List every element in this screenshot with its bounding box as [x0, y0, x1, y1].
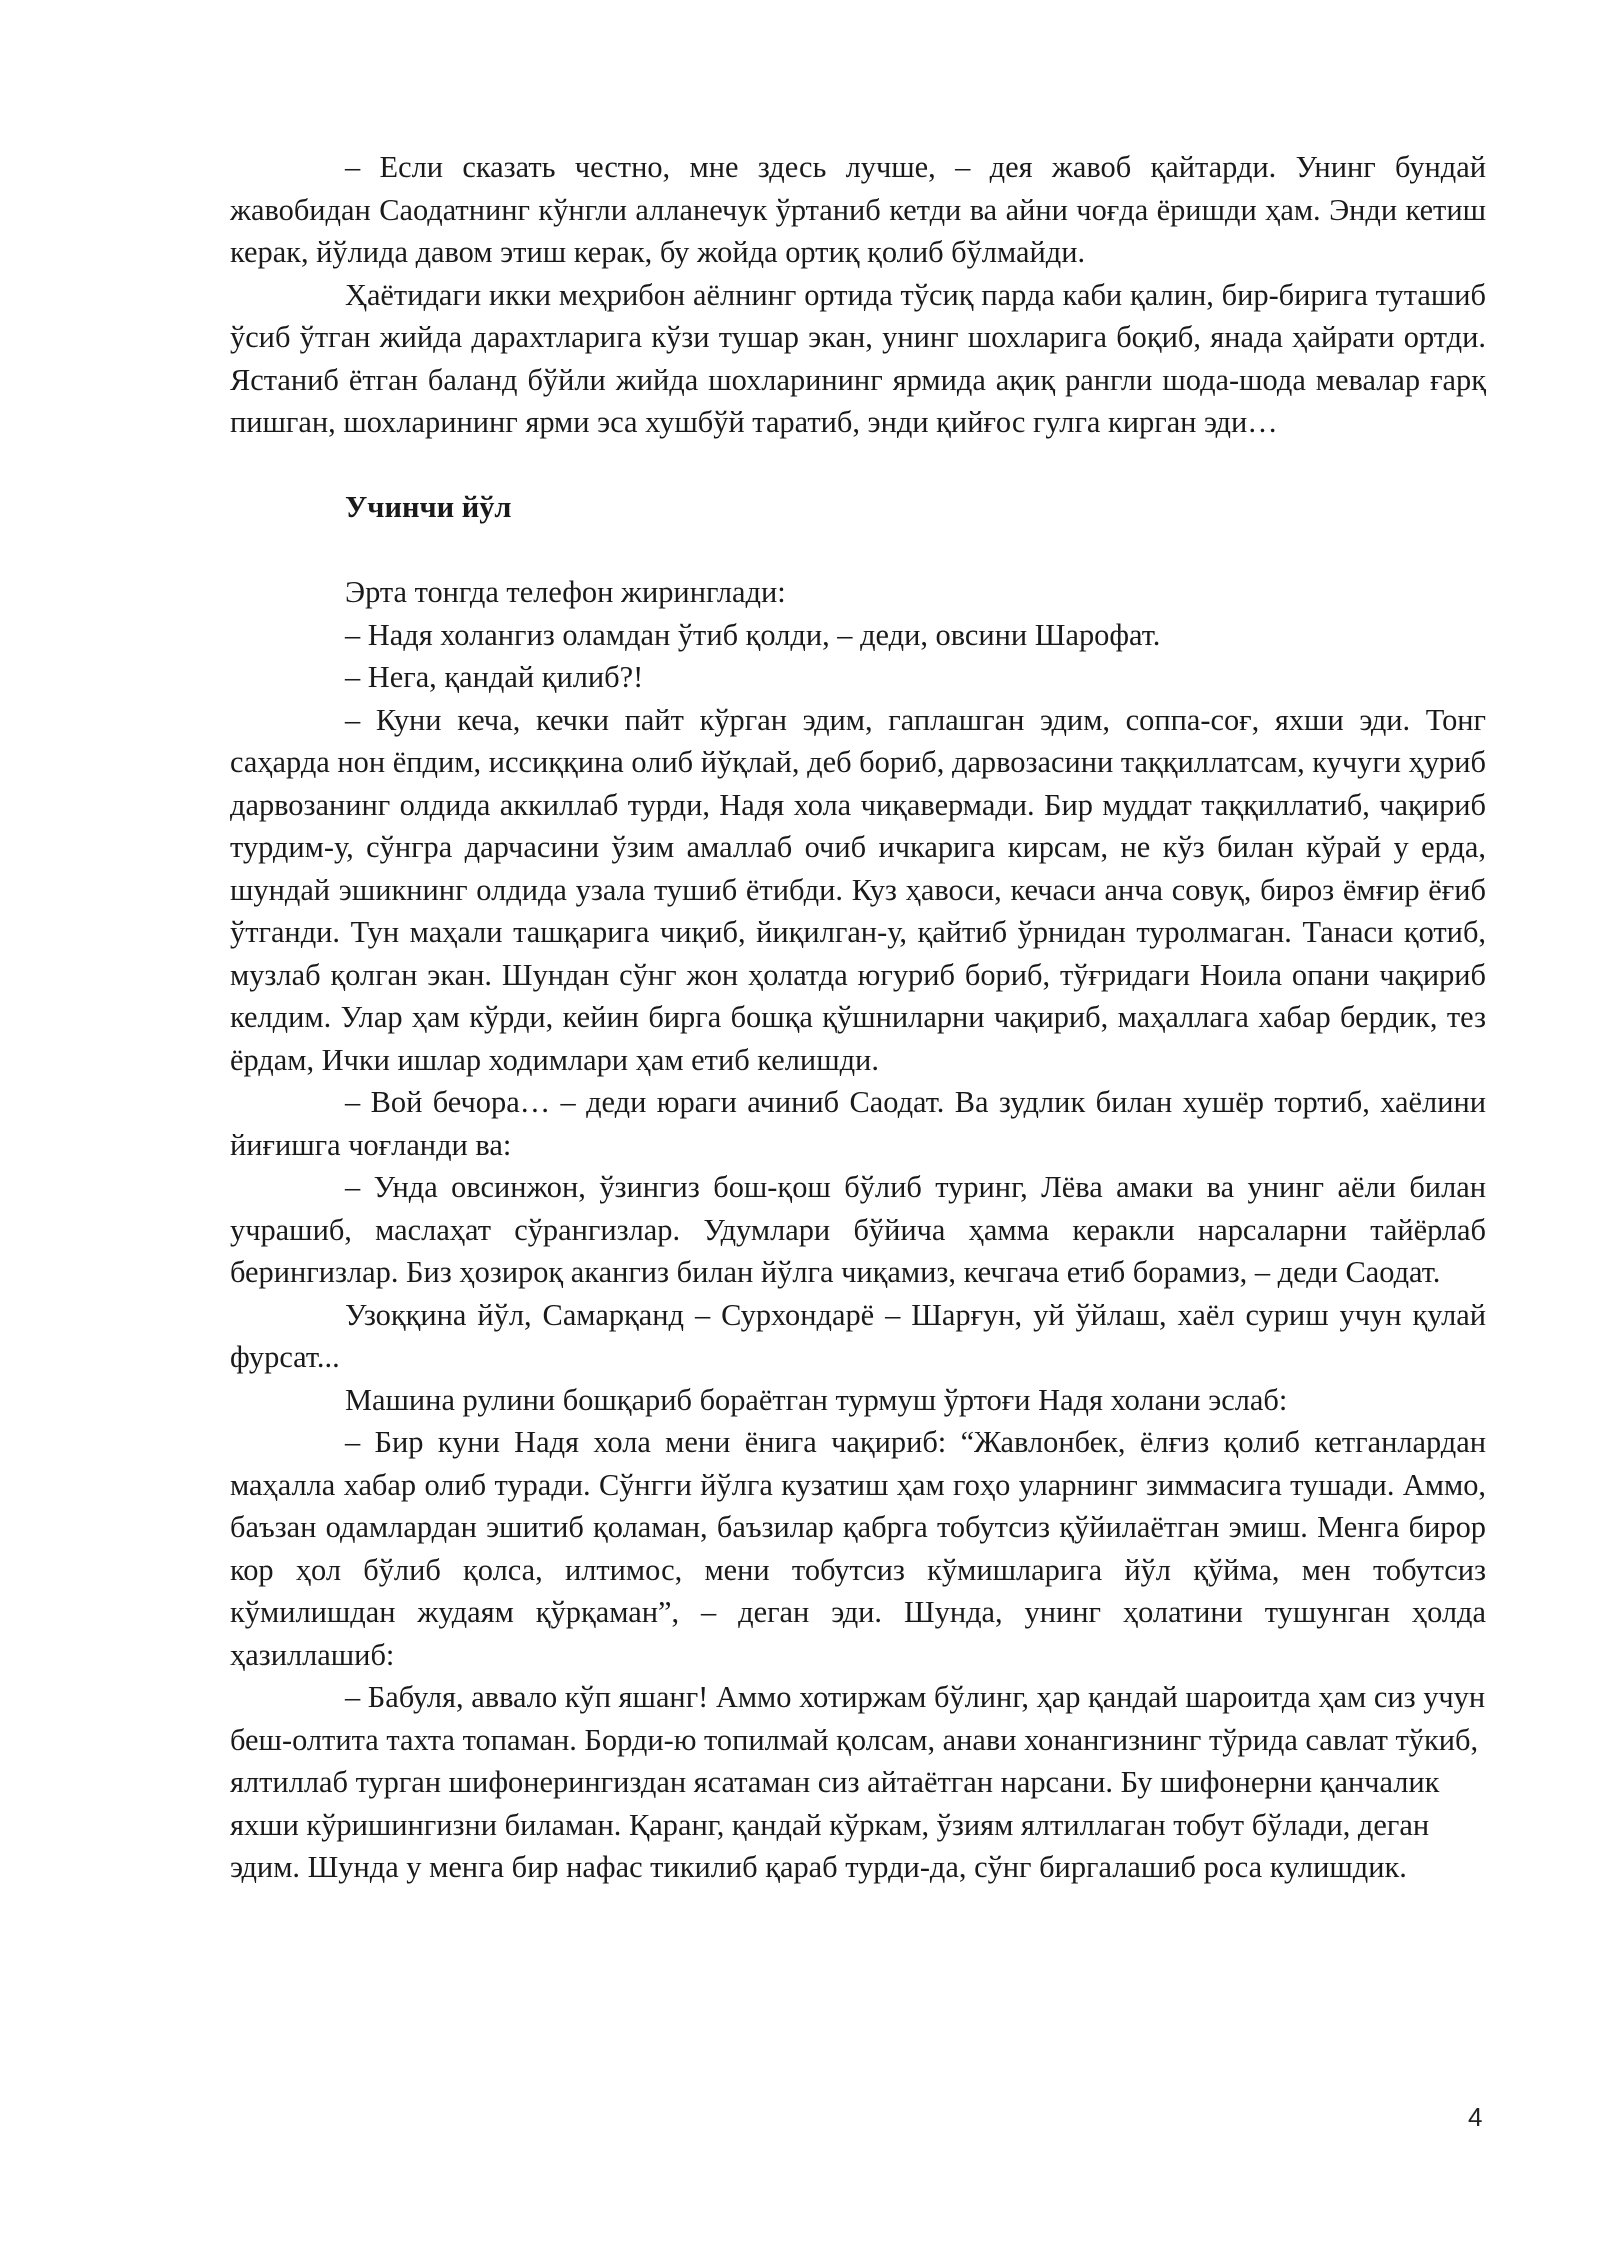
paragraph: – Бир куни Надя хола мени ёнига чақириб: “Жавлонбек, ёлғиз қолиб кетганлардан маҳалла хабар олиб туради. Сўнгги йўлга кузатиш ҳам гоҳо уларнинг зиммасига тушади. Аммо, баъзан одамлардан эшитиб қоламан, баъзилар қабрга тобутсиз қўйилаётган эмиш. Менга бирор кор ҳол бўлиб қолса, илтимос, мени тобутсиз кўмишларига йўл қўйма, мен тобутсиз кўмилишдан жудаям қўрқаман”, – деган эди. Шунда, унинг ҳолатини тушунган ҳолда ҳазиллашиб: [230, 1425, 1486, 1672]
paragraph: – Вой бечора… – деди юраги ачиниб Саодат. Ва зудлик билан хушёр тортиб, хаёлини йиғишга чоғланди ва: [230, 1085, 1486, 1162]
paragraph: Эрта тонгда телефон жиринглади: [345, 575, 786, 609]
paragraph: – Куни кеча, кечки пайт кўрган эдим, гаплашган эдим, соппа-соғ, яхши эди. Тонг саҳарда нон ёпдим, иссиққина олиб йўқлай, деб бориб, дарвозасини таққиллатсам, кучуги ҳуриб дарвозанинг олдида аккиллаб турди, Надя хола чиқавермади. Бир муддат таққиллатиб, чақириб турдим-у, сўнгра дарчасини ўзим амаллаб очиб ичкарига кирсам, не кўз билан кўрай у ерда, шундай эшикнинг олдида узала тушиб ётибди. Куз ҳавоси, кечаси анча совуқ, бироз ёмғир ёғиб ўтганди. Тун маҳали ташқарига чиқиб, йиқилган-у, қайтиб ўрнидан туролмаган. Танаси қотиб, музлаб қолган экан. Шундан сўнг жон ҳолатда югуриб бориб, тўғридаги Ноила опани чақириб келдим. Улар ҳам кўрди, кейин бирга бошқа қўшниларни чақириб, маҳаллага хабар бердик, тез ёрдам, Ички ишлар ходимлари ҳам етиб келишди. [230, 702, 1486, 1077]
paragraph: – Нега, қандай қилиб?! [345, 660, 644, 694]
paragraph: – Бабуля, аввало кўп яшанг! Аммо хотиржам бўлинг, ҳар қандай шароитда ҳам сиз учун беш-олтита тахта топаман. Борди-ю топилмай қолсам, анави хонангизнинг тўрида савлат тўкиб, ялтиллаб турган шифонерингиздан ясатаман сиз айтаётган нарсани. Бу шифонерни қанчалик яхши кўришингизни биламан. Қаранг, қандай кўркам, ўзиям ялтиллаган тобут бўлади, деган эдим. Шунда у менга бир нафас тикилиб қараб турди-да, сўнг биргалашиб роса кулишдик. [230, 1680, 1486, 1884]
paragraph: Узоққина йўл, Самарқанд – Сурхондарё – Шарғун, уй ўйлаш, хаёл суриш учун қулай фурсат... [230, 1297, 1486, 1374]
paragraph: – Надя холангиз оламдан ўтиб қолди, – деди, овсини Шарофат. [345, 617, 1161, 652]
section-heading: Учинчи йўл [345, 490, 512, 524]
paragraph: – Если сказать честно, мне здесь лучше, – дея жавоб қайтарди. Унинг бундай жавобидан Саодатнинг кўнгли алланечук ўртаниб кетди ва айни чоғда ёришди ҳам. Энди кетиш керак, йўлида давом этиш керак, бу жойда ортиқ қолиб бўлмайди. [230, 150, 1486, 269]
paragraph: – Унда овсинжон, ўзингиз бош-қош бўлиб туринг, Лёва амаки ва унинг аёли билан учрашиб, маслаҳат сўрангизлар. Удумлари бўйича ҳамма керакли нарсаларни тайёрлаб берингизлар. Биз ҳозироқ акангиз билан йўлга чиқамиз, кечгача етиб борамиз, – деди Саодат. [230, 1170, 1486, 1289]
page-number: 4 [1468, 2102, 1483, 2132]
paragraph: Машина рулини бошқариб бораётган турмуш ўртоғи Надя холани эслаб: [345, 1382, 1288, 1417]
paragraph: Ҳаётидаги икки меҳрибон аёлнинг ортида тўсиқ парда каби қалин, бир-бирига туташиб ўсиб ўтган жийда дарахтларига кўзи тушар экан, унинг шохларига боқиб, янада ҳайрати ортди. Ястаниб ётган баланд бўйли жийда шохларининг ярмида ақиқ рангли шода-шода мевалар ғарқ пишган, шохларининг ярми эса хушбўй таратиб, энди қийғос гулга кирган эди… [230, 277, 1486, 439]
document-body [230, 146, 1486, 1889]
